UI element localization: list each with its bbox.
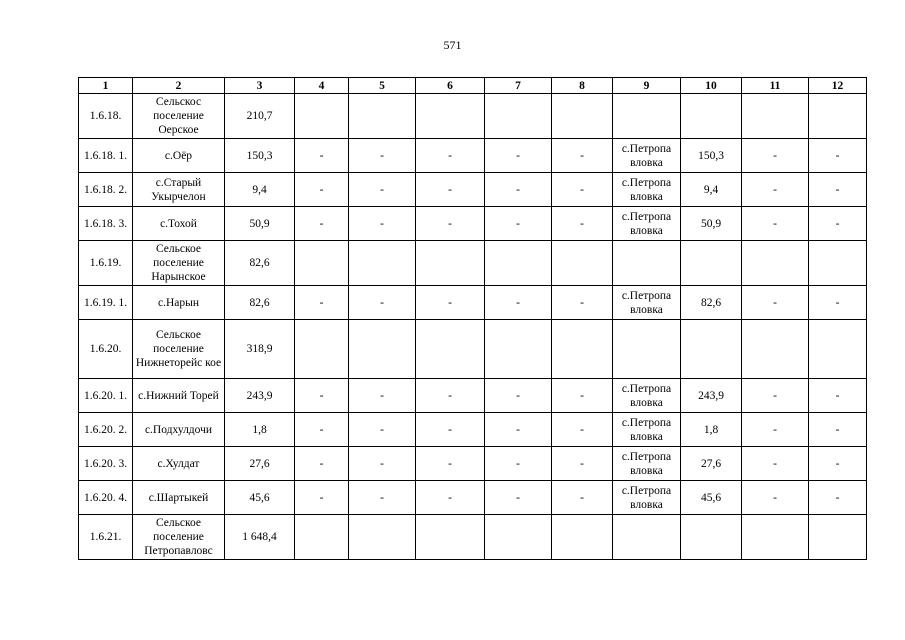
table-cell: с.Петропа вловка <box>613 447 681 481</box>
table-cell: - <box>485 207 552 241</box>
row-code-cell: 1.6.20. 4. <box>79 481 133 515</box>
table-cell <box>416 320 485 379</box>
table-cell: 27,6 <box>225 447 295 481</box>
table-cell: с.Петропа вловка <box>613 286 681 320</box>
table-cell <box>681 515 742 560</box>
table-cell: 82,6 <box>225 241 295 286</box>
table-cell: - <box>485 413 552 447</box>
table-cell: 50,9 <box>681 207 742 241</box>
table-cell: - <box>742 379 809 413</box>
table-cell: - <box>742 286 809 320</box>
column-header: 5 <box>349 78 416 94</box>
table-cell: - <box>349 413 416 447</box>
table-cell <box>742 515 809 560</box>
table-cell: с.Петропа вловка <box>613 413 681 447</box>
settlement-name-cell: Сельскос поселение Оерское <box>133 94 225 139</box>
table-cell <box>613 320 681 379</box>
table-cell: - <box>416 481 485 515</box>
table-cell: с.Петропа вловка <box>613 207 681 241</box>
column-header: 1 <box>79 78 133 94</box>
table-cell: - <box>809 139 867 173</box>
table-cell: - <box>349 139 416 173</box>
row-code-cell: 1.6.21. <box>79 515 133 560</box>
table-cell: - <box>295 173 349 207</box>
table-cell: - <box>552 173 613 207</box>
table-row <box>79 413 867 447</box>
table-cell: 1,8 <box>225 413 295 447</box>
table-cell: - <box>295 413 349 447</box>
table-cell <box>349 241 416 286</box>
row-code-cell: 1.6.18. 1. <box>79 139 133 173</box>
table-cell <box>485 94 552 139</box>
column-header: 2 <box>133 78 225 94</box>
table-cell: - <box>742 447 809 481</box>
table-cell: - <box>349 481 416 515</box>
table-cell: с.Петропа вловка <box>613 139 681 173</box>
table-cell: 45,6 <box>225 481 295 515</box>
row-code-cell: 1.6.20. 3. <box>79 447 133 481</box>
table-cell: - <box>416 379 485 413</box>
table-row <box>79 173 867 207</box>
table-cell: 243,9 <box>681 379 742 413</box>
table-cell <box>552 241 613 286</box>
table-cell: - <box>416 173 485 207</box>
table-cell <box>613 515 681 560</box>
table-cell <box>742 241 809 286</box>
table-cell <box>295 320 349 379</box>
table-cell: 82,6 <box>225 286 295 320</box>
table-row <box>79 515 867 560</box>
table-body <box>79 94 867 560</box>
settlement-name-cell: Сельское поселение Нарынское <box>133 241 225 286</box>
table-cell: - <box>809 207 867 241</box>
table-cell: с.Петропа вловка <box>613 379 681 413</box>
settlement-name-cell: с.Нарын <box>133 286 225 320</box>
table-cell: - <box>295 139 349 173</box>
table-cell: - <box>295 207 349 241</box>
table-cell: - <box>416 447 485 481</box>
table-cell: - <box>552 413 613 447</box>
row-code-cell: 1.6.20. <box>79 320 133 379</box>
table-cell <box>349 515 416 560</box>
table-cell: - <box>552 379 613 413</box>
table-cell: - <box>295 286 349 320</box>
table-cell <box>809 515 867 560</box>
table-cell <box>681 320 742 379</box>
table-cell: - <box>485 286 552 320</box>
settlement-name-cell: Сельское поселение Нижнеторейс кое <box>133 320 225 379</box>
table-cell <box>742 94 809 139</box>
table-row <box>79 207 867 241</box>
table-cell: - <box>742 413 809 447</box>
table-cell: 27,6 <box>681 447 742 481</box>
table-cell: 9,4 <box>225 173 295 207</box>
settlement-name-cell: с.Оёр <box>133 139 225 173</box>
table-cell: - <box>295 379 349 413</box>
table-cell <box>485 241 552 286</box>
row-code-cell: 1.6.19. <box>79 241 133 286</box>
table-cell: - <box>416 413 485 447</box>
table-cell: - <box>485 379 552 413</box>
table-cell: - <box>552 481 613 515</box>
table-cell <box>809 320 867 379</box>
column-header: 9 <box>613 78 681 94</box>
row-code-cell: 1.6.18. 3. <box>79 207 133 241</box>
table-cell <box>552 94 613 139</box>
table-row <box>79 379 867 413</box>
row-code-cell: 1.6.18. 2. <box>79 173 133 207</box>
table-row <box>79 241 867 286</box>
table-cell: 1,8 <box>681 413 742 447</box>
table-cell: - <box>552 447 613 481</box>
column-header: 8 <box>552 78 613 94</box>
table-row <box>79 481 867 515</box>
table-cell <box>295 94 349 139</box>
settlement-name-cell: с.Хулдат <box>133 447 225 481</box>
table-cell <box>809 241 867 286</box>
table-cell <box>416 94 485 139</box>
table-cell: - <box>349 207 416 241</box>
table-cell: - <box>416 286 485 320</box>
row-code-cell: 1.6.20. 1. <box>79 379 133 413</box>
table-cell: - <box>742 207 809 241</box>
header-row <box>79 78 867 94</box>
settlement-name-cell: Сельское поселение Петропавловс <box>133 515 225 560</box>
table-cell <box>681 94 742 139</box>
table-cell: - <box>742 139 809 173</box>
table-cell: - <box>552 286 613 320</box>
settlement-name-cell: с.Шартыкей <box>133 481 225 515</box>
settlement-name-cell: с.Нижний Торей <box>133 379 225 413</box>
table-cell: - <box>485 139 552 173</box>
table-cell: - <box>809 447 867 481</box>
column-header: 10 <box>681 78 742 94</box>
row-code-cell: 1.6.19. 1. <box>79 286 133 320</box>
settlement-name-cell: с.Старый Укырчелон <box>133 173 225 207</box>
table-cell: - <box>809 481 867 515</box>
column-header: 4 <box>295 78 349 94</box>
table-cell: - <box>809 173 867 207</box>
column-header: 6 <box>416 78 485 94</box>
table-cell: 150,3 <box>225 139 295 173</box>
table-cell: 1 648,4 <box>225 515 295 560</box>
table-cell: - <box>349 173 416 207</box>
table-cell <box>349 94 416 139</box>
table-row <box>79 320 867 379</box>
table-cell <box>295 515 349 560</box>
table-cell <box>809 94 867 139</box>
table-cell: - <box>742 173 809 207</box>
table-cell: - <box>809 379 867 413</box>
table-cell: - <box>485 447 552 481</box>
table-cell: 318,9 <box>225 320 295 379</box>
column-header: 11 <box>742 78 809 94</box>
table-cell <box>742 320 809 379</box>
settlement-name-cell: с.Тохой <box>133 207 225 241</box>
table-cell: - <box>416 139 485 173</box>
table-cell: - <box>416 207 485 241</box>
table-cell: с.Петропа вловка <box>613 481 681 515</box>
table-cell: - <box>809 413 867 447</box>
table-cell: - <box>349 379 416 413</box>
table-cell: - <box>552 207 613 241</box>
table-cell: 210,7 <box>225 94 295 139</box>
table-cell <box>552 320 613 379</box>
table-cell: - <box>485 481 552 515</box>
table-cell <box>295 241 349 286</box>
table-cell: 9,4 <box>681 173 742 207</box>
table-cell <box>681 241 742 286</box>
row-code-cell: 1.6.20. 2. <box>79 413 133 447</box>
table-cell: - <box>742 481 809 515</box>
table-cell: - <box>349 286 416 320</box>
table-cell: - <box>552 139 613 173</box>
table-cell: 50,9 <box>225 207 295 241</box>
table-cell: 150,3 <box>681 139 742 173</box>
column-header: 12 <box>809 78 867 94</box>
table-cell: 243,9 <box>225 379 295 413</box>
table-cell: 45,6 <box>681 481 742 515</box>
table-cell: - <box>295 447 349 481</box>
table-row <box>79 139 867 173</box>
row-code-cell: 1.6.18. <box>79 94 133 139</box>
table-cell <box>349 320 416 379</box>
table-row <box>79 94 867 139</box>
table-cell <box>485 515 552 560</box>
table-cell <box>485 320 552 379</box>
table-cell: 82,6 <box>681 286 742 320</box>
table-cell: - <box>809 286 867 320</box>
table-cell <box>552 515 613 560</box>
table-cell <box>613 241 681 286</box>
table-cell <box>613 94 681 139</box>
table-cell: - <box>485 173 552 207</box>
table-cell: - <box>349 447 416 481</box>
table-cell: - <box>295 481 349 515</box>
table-row <box>79 447 867 481</box>
table-cell <box>416 515 485 560</box>
table-cell <box>416 241 485 286</box>
column-header: 7 <box>485 78 552 94</box>
page-number: 571 <box>443 38 462 52</box>
table-row <box>79 286 867 320</box>
table-cell: с.Петропа вловка <box>613 173 681 207</box>
column-header: 3 <box>225 78 295 94</box>
settlement-name-cell: с.Подхулдочи <box>133 413 225 447</box>
data-table <box>78 77 867 560</box>
